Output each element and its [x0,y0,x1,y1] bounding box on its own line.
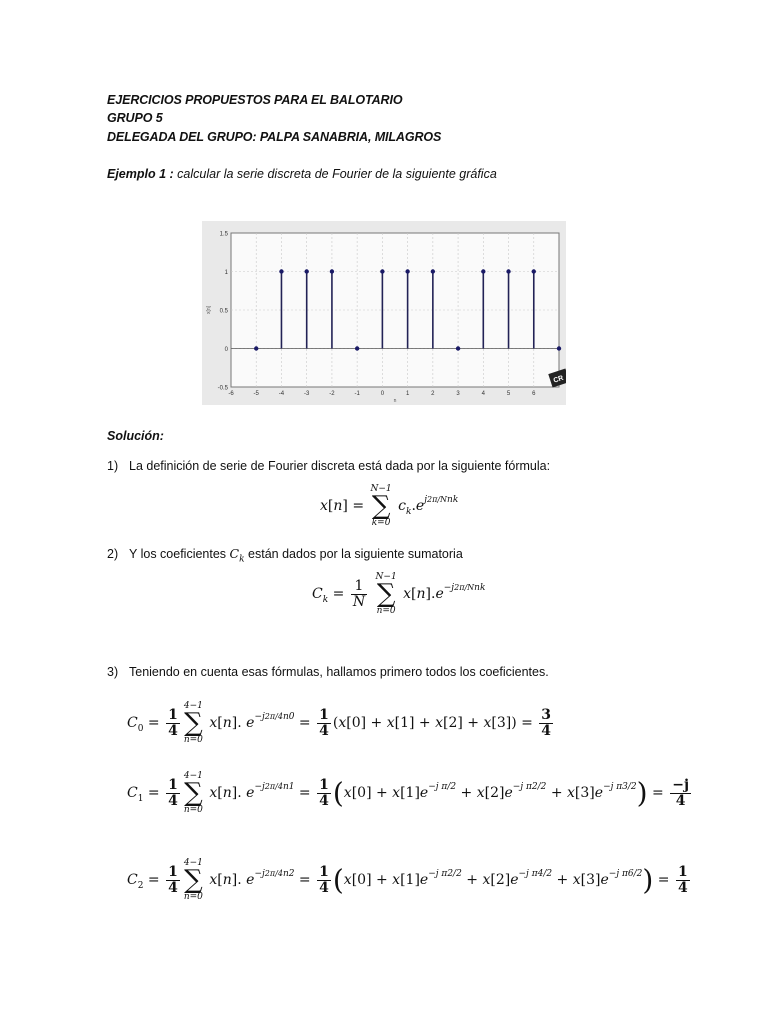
y-tick-label: -0.5 [217,385,228,392]
formula-c2: $C_2$ = $\frac{1}{4}$ 4−1 ∑ n=0 x[n]. $e^{-j2\pi/4n2}$ = $\frac{1}{4}$ $(x[0] + x[1]e^{-j \pi 2/2} + x[2]e^{-j \pi 4/2} + x[3]e^{-j \pi 6/2})$ = $\frac{1}{4}$ [127,858,688,902]
stem-marker [380,269,384,273]
x-tick-label: 4 [481,391,485,397]
solution-item-1 [107,459,550,473]
item-number: 1) [107,459,119,473]
stem-marker [279,269,283,273]
stem-marker [431,269,435,273]
stem-plot [202,221,566,405]
item-number: 3) [107,665,119,679]
formula-fourier-series: x[n] = N−1 ∑ k=0 $c_k.e^{j2\pi/Nnk}$ [320,484,459,528]
y-tick-label: 0 [224,347,228,353]
stem-marker [456,346,460,350]
stem-marker [532,269,536,273]
x-tick-label: -2 [329,391,335,397]
formula-c1: $C_1$ = $\frac{1}{4}$ 4−1 ∑ n=0 x[n]. $e^{-j2\pi/4n1}$ = $\frac{1}{4}$ $(x[0] + x[1]e^{-j \pi/2} + x[2]e^{-j \pi 2/2} + x[3]e^{-j \pi 3/2})$ = $\frac{-j}{4}$ [127,771,690,815]
coef-subscript: k [239,554,245,565]
y-tick-label: 1 [224,270,228,276]
x-tick-label: 0 [380,391,385,397]
x-tick-label: 6 [532,391,536,397]
example-text: calcular la serie discreta de Fourier de la siguiente gráfica [173,167,497,181]
x-tick-label: -1 [354,391,360,397]
x-tick-label: -5 [253,391,259,397]
x-tick-label: 2 [431,391,435,397]
x-axis-label: n [393,398,397,404]
solution-item-3 [107,665,549,679]
item-number: 2) [107,547,119,561]
x-tick-label: -3 [304,391,310,397]
y-tick-label: 0.5 [219,308,228,315]
stem-marker [330,269,334,273]
solution-title: Solución: [107,429,164,443]
stem-marker [481,269,485,273]
x-tick-label: 1 [405,391,410,397]
x-tick-label: 5 [506,391,511,397]
stem-marker [557,346,561,350]
x-tick-label: -6 [228,391,234,397]
header-line-delegate: DELEGADA DEL GRUPO: PALPA SANABRIA, MILAGROS [107,130,442,144]
formula-coefficients: $C_k$ = $\frac{1}{N}$ N−1 ∑ n=0 $x[n].e^{-j2\pi/Nnk}$ [312,572,486,616]
stem-marker [304,269,308,273]
stem-marker [405,269,409,273]
item-text: Teniendo en cuenta esas fórmulas, hallamos primero todos los coeficientes. [129,665,549,679]
x-tick-label: 3 [456,391,460,397]
solution-item-2 [107,546,463,565]
y-tick-label: 1.5 [219,231,228,238]
stem-marker [254,346,258,350]
item-text: La definición de serie de Fourier discreta está dada por la siguiente fórmula: [129,459,551,473]
stem-marker [506,269,510,273]
item-text-b: están dados por la siguiente sumatoria [244,547,463,561]
y-axis-label: x[n] [206,305,212,315]
x-tick-label: -4 [278,391,285,397]
stem-plot-image [202,221,566,405]
formula-c0: $C_0$ = $\frac{1}{4}$ 4−1 ∑ n=0 x[n]. $e^{-j2\pi/4n0}$ = $\frac{1}{4}$ (x[0] + x[1] + x[2] + x[3]) = $\frac{3}{4}$ [127,701,552,745]
coef-symbol: C [229,546,240,561]
example-label: Ejemplo 1 : [107,167,174,181]
watermark-text: CR [552,374,565,385]
stem-marker [355,346,359,350]
item-text-a: Y los coeficientes [129,547,230,561]
header-line-group: GRUPO 5 [107,111,163,125]
header-line-title: EJERCICIOS PROPUESTOS PARA EL BALOTARIO [107,93,403,107]
example-statement [107,167,497,181]
